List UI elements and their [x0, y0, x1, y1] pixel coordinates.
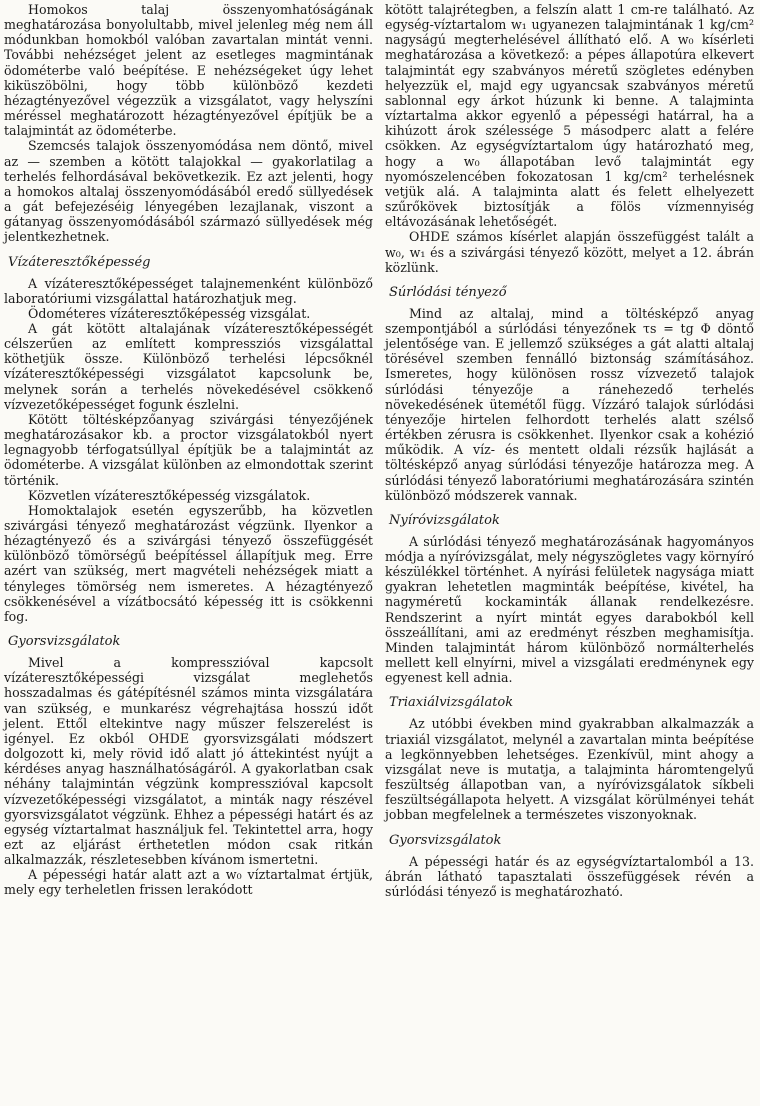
section-heading: Triaxiálvizsgálatok — [389, 695, 514, 711]
section-heading: Gyorsvizsgálatok — [389, 832, 502, 848]
paragraph: Mind az altalaj, mind a töltésképző anyag szempontjából a súrlódási tényezőnek τs = tg Φ döntő jelentősége van. E jellemző szükséges a gát alatti altalaj törésével szemben fennálló biztonság számításához. Ismeretes, hogy különösen rossz vízvezető talajok súrlódási tényezője a ránehezedő terhelés növekedésének ütemétől függ. Vízzáró talajok súrlódási tényezője hirtelen felhordott terhelés alatt szélső értékben zérusra is csökkenhet. Ilyenkor csak a kohézió működik. A víz- és mentett oldali rézsűk hajlását a töltésképző anyag súrlódási tényezője határozza meg. A súrlódási tényező laboratóriumi meghatározására szintén különböző módszerek vannak. — [385, 305, 754, 503]
section-heading: Vízáteresztőképesség — [8, 254, 151, 270]
section-heading: Gyorsvizsgálatok — [8, 634, 121, 650]
paragraph: Az utóbbi években mind gyakrabban alkalmazzák a triaxiál vizsgálatot, melynél a zavartalan minta beépítése a legkönnyebben lehetséges. Ezenkívül, mint ahogy a vizsgálat neve is mutatja, a talajminta háromtengelyű feszültség állapotban van, a nyíróvizsgálatok síkbeli feszültségállapota helyett. A vizsgálat körülményei tehát jobban megfelelnek a természetes viszonyoknak. — [385, 716, 754, 823]
paragraph: Homokos talaj összenyomhatóságának meghatározása bonyolultabb, mivel jelenleg még nem áll módunkban homokból valóban zavartalan mintát venni. További nehézséget jelent az esetleges magmintának ödométerbe való beépítése. E nehézségeket úgy lehet kiküszöbölni, hogy több különböző kezdeti hézagtényezővel végezzük a vizsgálatot, vagy helyszíni méréssel meghatározott hézagtényezővel építjük be a talajmintát az ödométerbe. — [4, 2, 373, 139]
right-column — [385, 2, 754, 1106]
paragraph: A pépességi határ alatt azt a w₀ víztartalmat értjük, mely egy terheletlen frissen lerakódott — [4, 867, 373, 898]
section-heading: Súrlódási tényező — [389, 284, 507, 300]
paragraph: Közvetlen vízáteresztőképesség vizsgálatok. — [28, 487, 311, 503]
paragraph: Szemcsés talajok összenyomódása nem döntő, mivel az — szemben a kötött talajokkal — gyakorlatilag a terhelés felhordásával bekövetkezik. Ez azt jelenti, hogy a homokos altalaj összenyomódásából eredő süllyedések a gát befejezéséig lényegében lezajlanak, viszont a gátanyag összenyomódásából származó süllyedések még jelentkezhetnek. — [4, 138, 373, 245]
paragraph: A pépességi határ és az egységvíztartalomból a 13. ábrán látható tapasztalati összefüggések révén a súrlódási tényező is meghatározható. — [385, 853, 754, 899]
paragraph: A gát kötött altalajának vízáteresztőképességét célszerűen az említett kompressziós vizsgálattal köthetjük össze. Különböző terhelési lépcsőknél vízáteresztőképességi vizsgálatot kapcsolunk be, melynek során a terhelés növekedésével csökkenő vízvezetőképességet fogunk észlelni. — [4, 320, 373, 412]
left-column — [4, 2, 373, 1106]
paragraph: Homoktalajok esetén egyszerűbb, ha közvetlen szivárgási tényező meghatározást végzünk. Ilyenkor a hézagtényező és a szivárgási tényező összefüggését különböző tömörségű beépítéssel állapítjuk meg. Erre azért van szükség, mert magvételi nehézségek miatt a tényleges tömörség nem ismeretes. A hézagtényező csökkenésével a vízátbocsátó képesség itt is csökkenni fog. — [4, 502, 373, 624]
paragraph: Kötött töltésképzőanyag szivárgási tényezőjének meghatározásakor kb. a proctor vizsgálatokból nyert legnagyobb térfogatsúllyal építjük be a talajmintát az ödométerbe. A vizsgálat különben az elmondottak szerint történik. — [4, 411, 373, 488]
paragraph: Mivel a kompresszióval kapcsolt vízáteresztőképességi vizsgálat meglehetős hosszadalmas és gátépítésnél számos minta vizsgálatára van szükség, e munkarész végrehajtása hosszú időt jelent. Ettől eltekintve nagy műszer felszerelést is igényel. Ez okból OHDE gyorsvizsgálati módszert dolgozott ki, mely rövid idő alatt jó áttekintést nyújt a kérdéses anyag használhatóságáról. A gyakorlatban csak néhány talajmintán végzünk kompresszióval kapcsolt vízvezetőképességi vizsgálatot, a minták nagy részével gyorsvizsgálatot végzünk. Ehhez a pépességi határt és az egység víztartalmat használjuk fel. Tekintettel arra, hogy ezt az eljárást érthetetlen módon csak ritkán alkalmazzák, részletesebben kívánom ismertetni. — [4, 655, 373, 868]
paragraph: Ödométeres vízáteresztőképesség vizsgálat. — [28, 305, 311, 321]
paragraph: OHDE számos kísérlet alapján összefüggést talált a w₀, w₁ és a szivárgási tényező között, melyet a 12. ábrán közlünk. — [385, 229, 754, 275]
paragraph: kötött talajrétegben, a felszín alatt 1 cm-re található. Az egység-víztartalom w₁ ugyanezen talajmintának 1 kg/cm² nagyságú megterhelésével állítható elő. A w₀ kísérleti meghatározása a következő: a pépes állapotúra elkevert talajmintát egy szabványos méretű szögletes edényben helyezzük el, majd egy ugyancsak szabványos méretű sablonnal egy árkot húzunk ki benne. A talajminta víztartalma akkor egyenlő a pépességi határral, ha a kihúzott árok szélessége 5 másodperc alatt a felére csökken. Az egységvíztartalom úgy határozható meg, hogy a w₀ állapotában levő talajmintát egy nyomószelencében fokozatosan 1 kg/cm² terhelésnek vetjük alá. A talajminta alatt és felett elhelyezett szűrőkövek biztosítják a fölös vízmennyiség eltávozásának lehetőségét. — [385, 2, 754, 230]
section-heading: Nyíróvizsgálatok — [389, 512, 500, 528]
paragraph: A súrlódási tényező meghatározásának hagyományos módja a nyíróvizsgálat, mely négyszögletes vagy környíró készülékkel történhet. A nyírási felületek nagysága miatt gyakran lehetetlen magminták beépítése, kivétel, ha nagyméretű kockaminták állanak rendelkezésre. Rendszerint a nyírt mintát egyes darabokból kell összeállítani, ami az eredményt részben meghamisítja. Minden talajmintát három különböző normálterhelés mellett kell elnyírni, mivel a vizsgálati eredménynek egy egyenest kell adnia. — [385, 533, 754, 686]
paragraph: A vízáteresztőképességet talajnemenként különböző laboratóriumi vizsgálattal határozhatjuk meg. — [4, 275, 373, 306]
